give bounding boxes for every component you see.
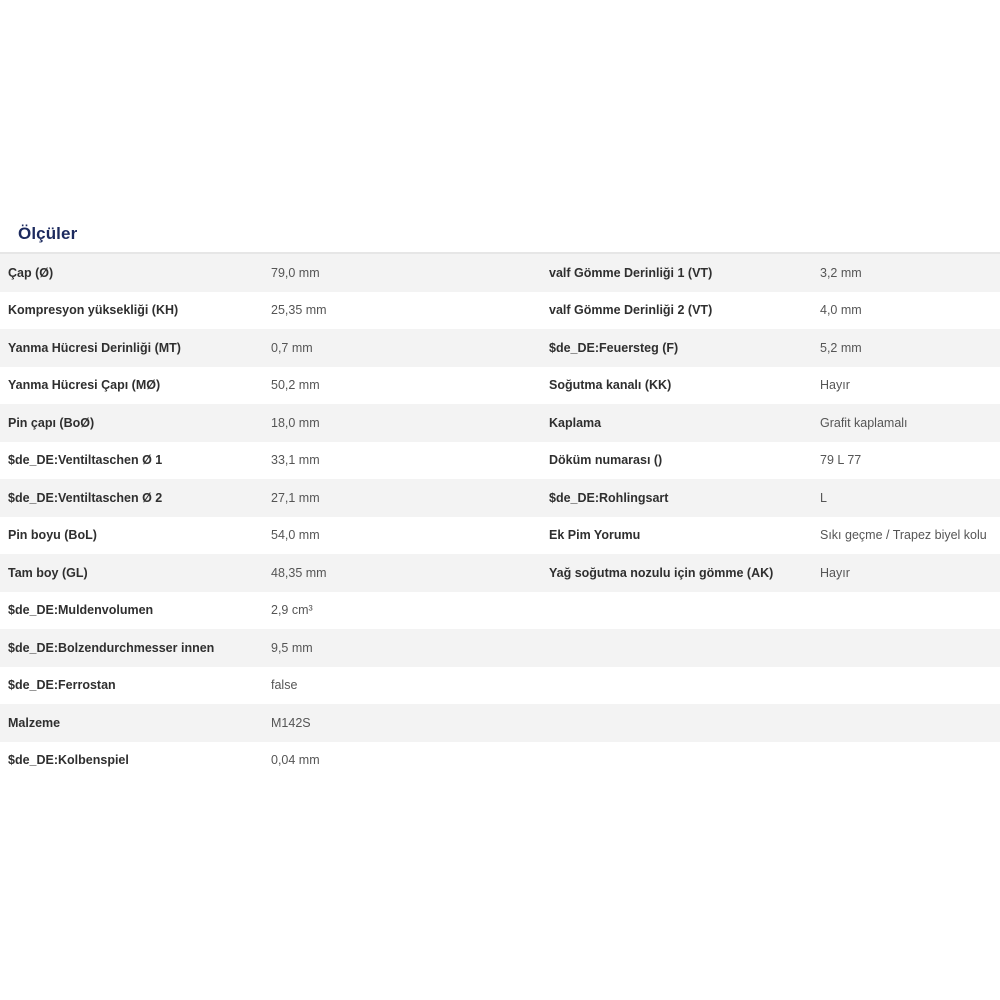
spec-row: [500, 367, 1000, 405]
spec-value: 2,9 cm³: [271, 603, 313, 618]
spec-row-empty: [500, 742, 1000, 780]
spec-row: [0, 479, 500, 517]
spec-row: [0, 254, 500, 292]
spec-row-empty: [500, 704, 1000, 742]
spec-row: [500, 554, 1000, 592]
spec-row: [0, 592, 500, 630]
spec-label: Ek Pim Yorumu: [549, 528, 641, 543]
spec-row: [0, 704, 500, 742]
spec-value: L: [820, 490, 827, 505]
spec-label: $de_DE:Ventiltaschen Ø 2: [8, 490, 163, 505]
spec-row: [0, 442, 500, 480]
spec-column-right: [500, 254, 1000, 779]
spec-label: $de_DE:Muldenvolumen: [8, 603, 154, 618]
spec-row: [500, 479, 1000, 517]
spec-label: Yağ soğutma nozulu için gömme (AK): [549, 565, 774, 580]
spec-value: Grafit kaplamalı: [820, 415, 908, 430]
spec-value: 79,0 mm: [271, 265, 320, 280]
spec-label: Kompresyon yüksekliği (KH): [8, 303, 179, 318]
spec-row-empty: [500, 629, 1000, 667]
spec-row-empty: [500, 667, 1000, 705]
spec-value: M142S: [271, 715, 311, 730]
spec-label: Soğutma kanalı (KK): [549, 378, 672, 393]
spec-value: 48,35 mm: [271, 565, 327, 580]
spec-row: [0, 367, 500, 405]
spec-label: $de_DE:Ferrostan: [8, 678, 116, 693]
spec-value: 18,0 mm: [271, 415, 320, 430]
spec-value: 50,2 mm: [271, 378, 320, 393]
spec-columns: [0, 254, 1000, 779]
spec-row: [500, 517, 1000, 555]
spec-row: [500, 404, 1000, 442]
spec-label: $de_DE:Feuersteg (F): [549, 340, 679, 355]
spec-value: 0,04 mm: [271, 753, 320, 768]
spec-row: [500, 442, 1000, 480]
spec-row: [0, 667, 500, 705]
spec-row: [0, 554, 500, 592]
spec-value: Hayır: [820, 565, 850, 580]
section-header: [0, 216, 1000, 254]
spec-row-empty: [500, 592, 1000, 630]
spec-row: [0, 629, 500, 667]
spec-row: [0, 292, 500, 330]
spec-row: [500, 292, 1000, 330]
spec-value: 9,5 mm: [271, 640, 313, 655]
spec-label: $de_DE:Ventiltaschen Ø 1: [8, 453, 163, 468]
spec-label: Çap (Ø): [8, 265, 54, 280]
spec-value: false: [271, 678, 298, 693]
spec-label: valf Gömme Derinliği 2 (VT): [549, 303, 713, 318]
dimensions-section: [0, 216, 1000, 779]
spec-label: $de_DE:Rohlingsart: [549, 490, 669, 505]
spec-label: Tam boy (GL): [8, 565, 88, 580]
spec-label: Yanma Hücresi Derinliği (MT): [8, 340, 181, 355]
spec-value: Sıkı geçme / Trapez biyel kolu: [820, 528, 987, 543]
spec-row: [0, 404, 500, 442]
spec-value: Hayır: [820, 378, 850, 393]
spec-label: Malzeme: [8, 715, 61, 730]
spec-value: 79 L 77: [820, 453, 862, 468]
spec-label: Pin boyu (BoL): [8, 528, 97, 543]
spec-value: 54,0 mm: [271, 528, 320, 543]
spec-row: [500, 329, 1000, 367]
spec-label: Kaplama: [549, 415, 602, 430]
spec-row: [0, 517, 500, 555]
spec-value: 5,2 mm: [820, 340, 862, 355]
spec-value: 0,7 mm: [271, 340, 313, 355]
spec-label: $de_DE:Bolzendurchmesser innen: [8, 640, 215, 655]
spec-row: [500, 254, 1000, 292]
spec-column-left: [0, 254, 500, 779]
spec-value: 25,35 mm: [271, 303, 327, 318]
spec-value: 3,2 mm: [820, 265, 862, 280]
spec-value: 4,0 mm: [820, 303, 862, 318]
spec-label: valf Gömme Derinliği 1 (VT): [549, 265, 713, 280]
spec-label: $de_DE:Kolbenspiel: [8, 753, 129, 768]
spec-label: Yanma Hücresi Çapı (MØ): [8, 378, 161, 393]
spec-row: [0, 742, 500, 780]
spec-value: 33,1 mm: [271, 453, 320, 468]
spec-row: [0, 329, 500, 367]
spec-value: 27,1 mm: [271, 490, 320, 505]
section-title: Ölçüler: [18, 224, 78, 243]
spec-label: Pin çapı (BoØ): [8, 415, 95, 430]
spec-label: Döküm numarası (): [549, 453, 663, 468]
